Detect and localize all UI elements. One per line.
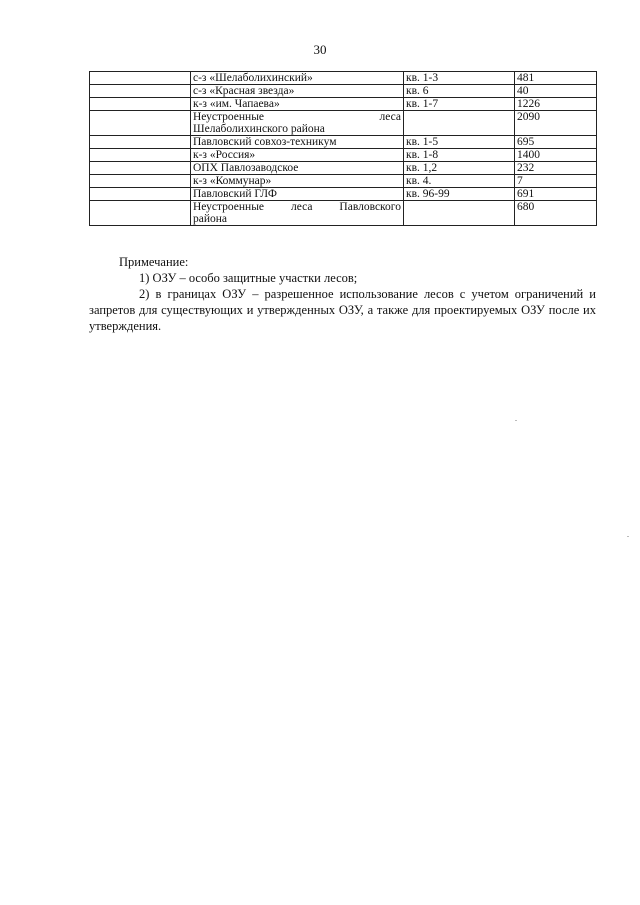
note-item: 2) в границах ОЗУ – разрешенное использование лесов с учетом ограничений и запретов для существующих и утвержденных ОЗУ, а также для проектируемых ОЗУ после их утверждения.: [89, 287, 596, 333]
notes-title: Примечание:: [119, 255, 189, 269]
quarters-cell: кв. 6: [404, 85, 515, 98]
scan-speck: [515, 420, 517, 421]
scan-speck: [627, 536, 629, 537]
quarters-cell: кв. 1-5: [404, 136, 515, 149]
table-row: [90, 162, 597, 175]
table-row: [90, 72, 597, 85]
protective-forest-table: [89, 71, 597, 226]
notes-section: [89, 254, 596, 334]
empty-cell: [90, 201, 191, 226]
table-row: [90, 85, 597, 98]
table-row: [90, 98, 597, 111]
quarters-cell: кв. 1-8: [404, 149, 515, 162]
area-cell: 1400: [515, 149, 597, 162]
area-cell: 695: [515, 136, 597, 149]
area-cell: 680: [515, 201, 597, 226]
quarters-cell: [404, 111, 515, 136]
forest-name-line: Неустроенные леса Павловского: [193, 201, 401, 213]
forest-name-cell: к-з «Коммунар»: [191, 175, 404, 188]
empty-cell: [90, 136, 191, 149]
quarters-cell: кв. 96-99: [404, 188, 515, 201]
empty-cell: [90, 72, 191, 85]
forest-name-cell: с-з «Шелаболихинский»: [191, 72, 404, 85]
forest-name-cell: к-з «Россия»: [191, 149, 404, 162]
area-cell: 232: [515, 162, 597, 175]
area-cell: 40: [515, 85, 597, 98]
table-row: [90, 149, 597, 162]
quarters-cell: кв. 1-3: [404, 72, 515, 85]
empty-cell: [90, 175, 191, 188]
forest-name-line: Шелаболихинского района: [193, 123, 325, 135]
table-row: [90, 188, 597, 201]
empty-cell: [90, 149, 191, 162]
forest-name-cell: ОПХ Павлозаводское: [191, 162, 404, 175]
table-row: [90, 136, 597, 149]
area-cell: 1226: [515, 98, 597, 111]
empty-cell: [90, 98, 191, 111]
area-cell: 7: [515, 175, 597, 188]
area-cell: 2090: [515, 111, 597, 136]
empty-cell: [90, 188, 191, 201]
table-row: [90, 111, 597, 136]
quarters-cell: кв. 1,2: [404, 162, 515, 175]
quarters-cell: кв. 1-7: [404, 98, 515, 111]
forest-name-cell: к-з «им. Чапаева»: [191, 98, 404, 111]
forest-name-cell: [191, 201, 404, 226]
forest-name-line: района: [193, 213, 228, 225]
empty-cell: [90, 111, 191, 136]
area-cell: 481: [515, 72, 597, 85]
empty-cell: [90, 162, 191, 175]
quarters-cell: кв. 4.: [404, 175, 515, 188]
empty-cell: [90, 85, 191, 98]
area-cell: 691: [515, 188, 597, 201]
table-row: [90, 201, 597, 226]
table-row: [90, 175, 597, 188]
forest-name-cell: [191, 111, 404, 136]
forest-name-line: Неустроенные леса: [193, 111, 401, 123]
forest-name-cell: Павловский совхоз-техникум: [191, 136, 404, 149]
forest-name-cell: Павловский ГЛФ: [191, 188, 404, 201]
quarters-cell: [404, 201, 515, 226]
forest-name-cell: с-з «Красная звезда»: [191, 85, 404, 98]
page-number: 30: [313, 42, 327, 57]
note-item: 1) ОЗУ – особо защитные участки лесов;: [139, 271, 358, 285]
